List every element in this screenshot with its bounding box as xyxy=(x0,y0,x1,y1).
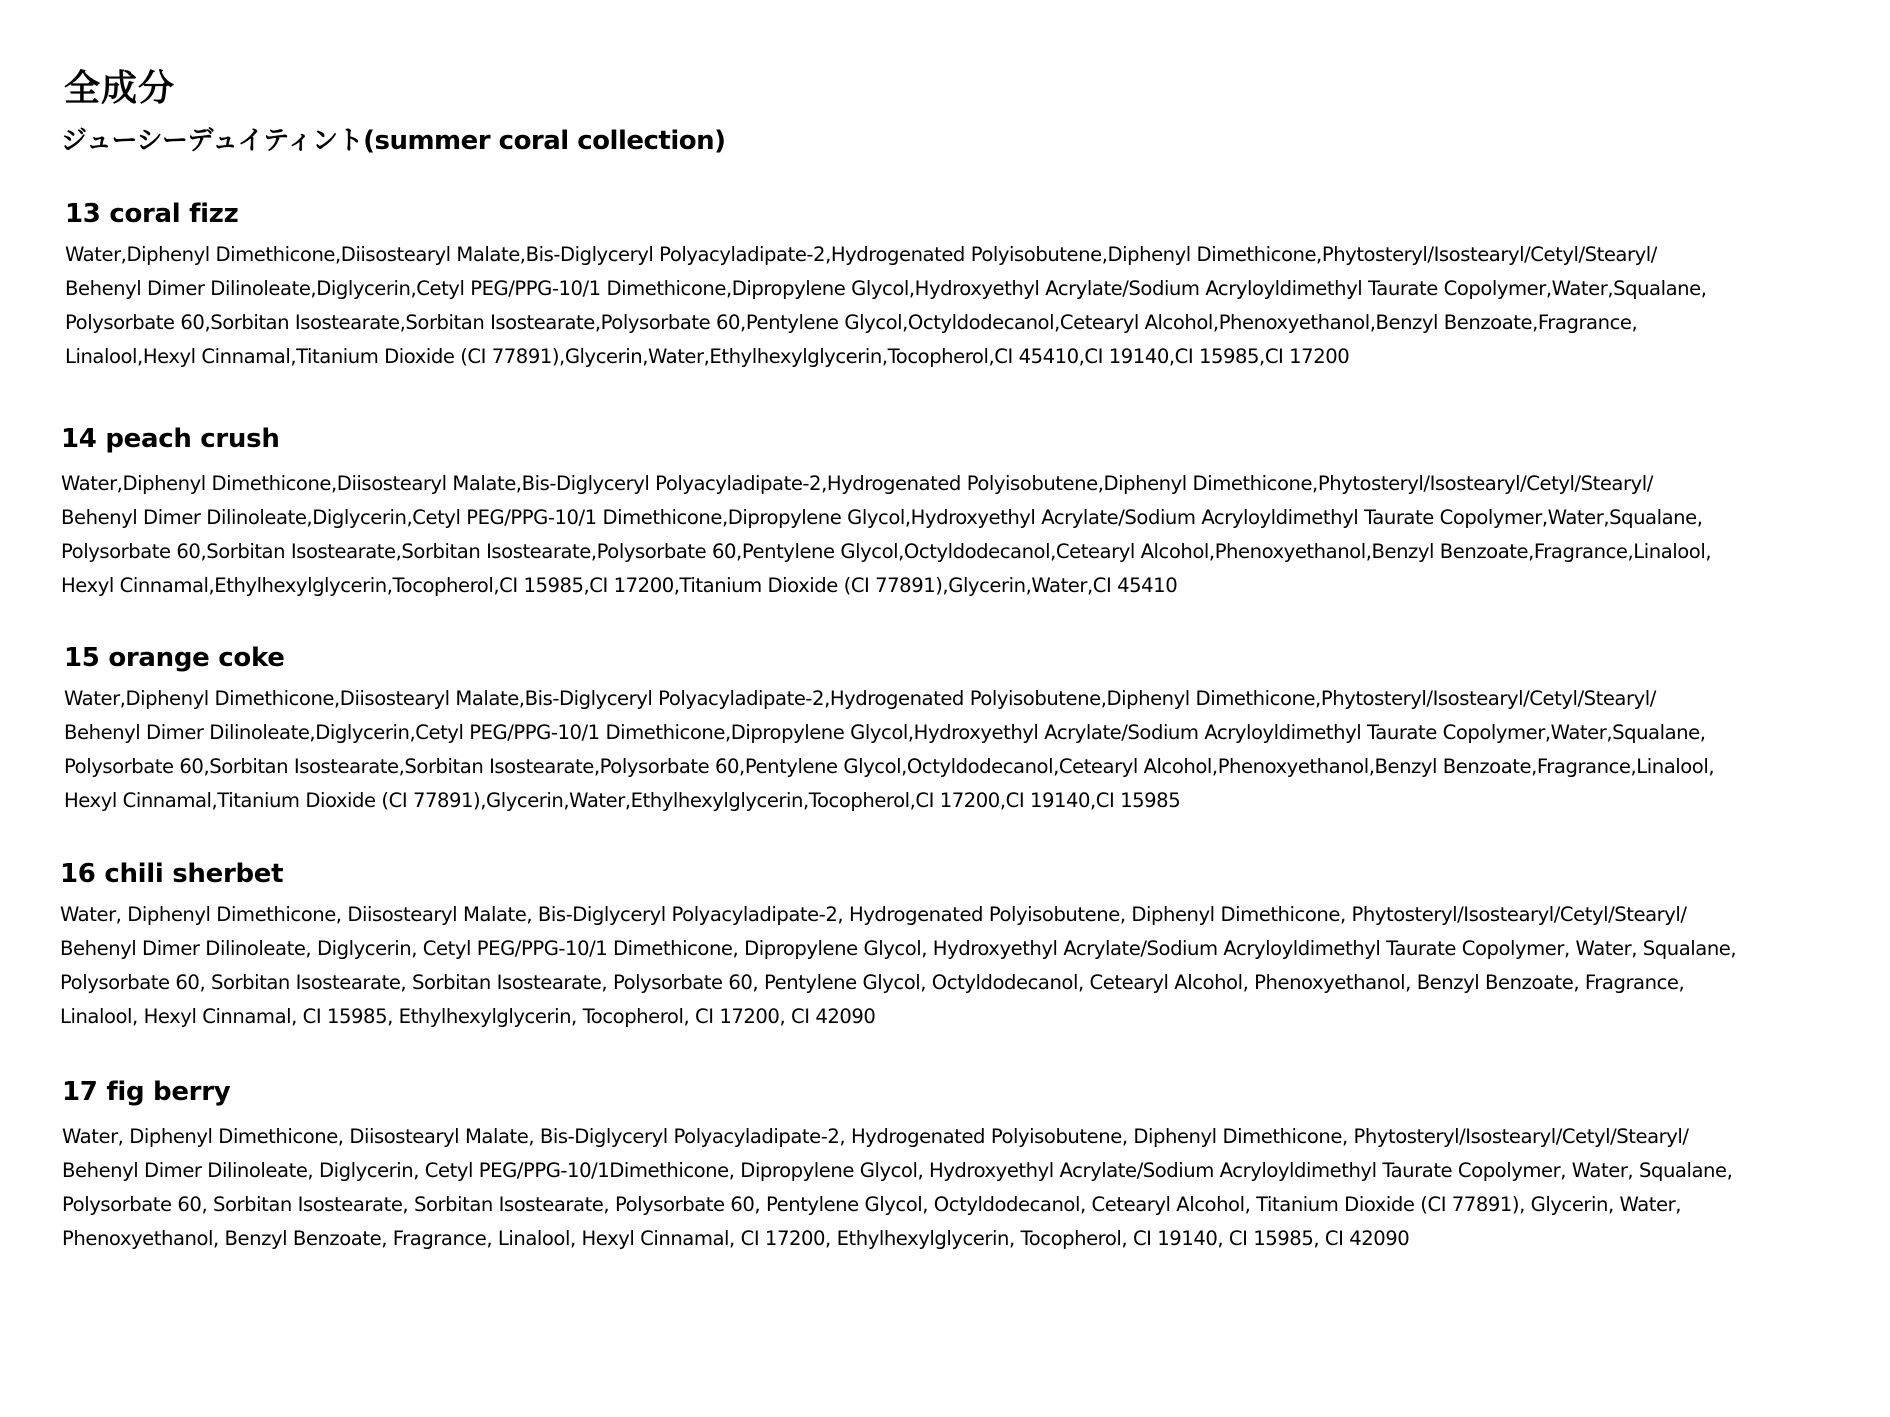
ingredient-list xyxy=(64,682,1864,818)
page-title: 全成分 xyxy=(64,68,176,109)
ingredient-line: Water,Diphenyl Dimethicone,Diisostearyl Malate,Bis-Diglyceryl Polyacyladipate-2,Hydrogenated Polyisobutene,Diphenyl Dimethicone,Phytosteryl/Isostearyl/Cetyl/Stearyl/ xyxy=(61,472,1653,495)
shade-name: 13 coral fizz xyxy=(65,199,239,229)
shade-name: 16 chili sherbet xyxy=(60,859,284,889)
ingredient-list xyxy=(60,898,1860,1034)
ingredient-line: Behenyl Dimer Dilinoleate, Diglycerin, Cetyl PEG/PPG-10/1Dimethicone, Dipropylene Glycol, Hydroxyethyl Acrylate/Sodium Acryloyldimethyl Taurate Copolymer, Water, Squalane, xyxy=(62,1159,1733,1182)
ingredient-line: Polysorbate 60,Sorbitan Isostearate,Sorbitan Isostearate,Polysorbate 60,Pentylene Glycol,Octyldodecanol,Cetearyl Alcohol,Phenoxyethanol,Benzyl Benzoate,Fragrance,Linalool, xyxy=(64,755,1715,778)
shade-section-coral-fizz xyxy=(65,196,1865,374)
ingredient-line: Phenoxyethanol, Benzyl Benzoate, Fragrance, Linalool, Hexyl Cinnamal, CI 17200, Ethylhexylglycerin, Tocopherol, CI 19140, CI 15985, CI 42090 xyxy=(62,1227,1410,1250)
shade-name: 15 orange coke xyxy=(64,643,285,673)
ingredient-line: Behenyl Dimer Dilinoleate,Diglycerin,Cetyl PEG/PPG-10/1 Dimethicone,Dipropylene Glycol,Hydroxyethyl Acrylate/Sodium Acryloyldimethyl Taurate Copolymer,Water,Squalane, xyxy=(65,277,1707,300)
ingredient-line: Behenyl Dimer Dilinoleate, Diglycerin, Cetyl PEG/PPG-10/1 Dimethicone, Dipropylene Glycol, Hydroxyethyl Acrylate/Sodium Acryloyldimethyl Taurate Copolymer, Water, Squalane, xyxy=(60,937,1737,960)
collection-title: ジューシーデュイティント(summer coral collection) xyxy=(61,126,726,156)
shade-section-fig-berry xyxy=(62,1074,1862,1256)
shade-section-orange-coke xyxy=(64,640,1864,818)
ingredient-line: Hexyl Cinnamal,Titanium Dioxide (CI 77891),Glycerin,Water,Ethylhexylglycerin,Tocopherol,CI 17200,CI 19140,CI 15985 xyxy=(64,789,1181,812)
ingredient-line: Behenyl Dimer Dilinoleate,Diglycerin,Cetyl PEG/PPG-10/1 Dimethicone,Dipropylene Glycol,Hydroxyethyl Acrylate/Sodium Acryloyldimethyl Taurate Copolymer,Water,Squalane, xyxy=(61,506,1703,529)
ingredient-list xyxy=(61,467,1861,603)
ingredient-line: Polysorbate 60,Sorbitan Isostearate,Sorbitan Isostearate,Polysorbate 60,Pentylene Glycol,Octyldodecanol,Cetearyl Alcohol,Phenoxyethanol,Benzyl Benzoate,Fragrance,Linalool, xyxy=(61,540,1712,563)
ingredient-line: Hexyl Cinnamal,Ethylhexylglycerin,Tocopherol,CI 15985,CI 17200,Titanium Dioxide (CI 77891),Glycerin,Water,CI 45410 xyxy=(61,574,1178,597)
ingredient-line: Water, Diphenyl Dimethicone, Diisostearyl Malate, Bis-Diglyceryl Polyacyladipate-2, Hydrogenated Polyisobutene, Diphenyl Dimethicone, Phytosteryl/Isostearyl/Cetyl/Stearyl/ xyxy=(60,903,1687,926)
shade-name: 17 fig berry xyxy=(62,1077,231,1107)
ingredient-line: Linalool,Hexyl Cinnamal,Titanium Dioxide (CI 77891),Glycerin,Water,Ethylhexylglycerin,Tocopherol,CI 45410,CI 19140,CI 15985,CI 17200 xyxy=(65,345,1350,368)
ingredient-line: Water,Diphenyl Dimethicone,Diisostearyl Malate,Bis-Diglyceryl Polyacyladipate-2,Hydrogenated Polyisobutene,Diphenyl Dimethicone,Phytosteryl/Isostearyl/Cetyl/Stearyl/ xyxy=(65,243,1657,266)
shade-section-chili-sherbet xyxy=(60,856,1860,1034)
ingredient-line: Water, Diphenyl Dimethicone, Diisostearyl Malate, Bis-Diglyceryl Polyacyladipate-2, Hydrogenated Polyisobutene, Diphenyl Dimethicone, Phytosteryl/Isostearyl/Cetyl/Stearyl/ xyxy=(62,1125,1689,1148)
shade-name: 14 peach crush xyxy=(61,424,280,454)
ingredient-line: Polysorbate 60, Sorbitan Isostearate, Sorbitan Isostearate, Polysorbate 60, Pentylene Glycol, Octyldodecanol, Cetearyl Alcohol, Titanium Dioxide (CI 77891), Glycerin, Water, xyxy=(62,1193,1681,1216)
ingredient-line: Linalool, Hexyl Cinnamal, CI 15985, Ethylhexylglycerin, Tocopherol, CI 17200, CI 42090 xyxy=(60,1005,876,1028)
ingredient-list xyxy=(65,238,1865,374)
ingredient-line: Polysorbate 60,Sorbitan Isostearate,Sorbitan Isostearate,Polysorbate 60,Pentylene Glycol,Octyldodecanol,Cetearyl Alcohol,Phenoxyethanol,Benzyl Benzoate,Fragrance, xyxy=(65,311,1638,334)
ingredient-line: Behenyl Dimer Dilinoleate,Diglycerin,Cetyl PEG/PPG-10/1 Dimethicone,Dipropylene Glycol,Hydroxyethyl Acrylate/Sodium Acryloyldimethyl Taurate Copolymer,Water,Squalane, xyxy=(64,721,1706,744)
ingredient-line: Polysorbate 60, Sorbitan Isostearate, Sorbitan Isostearate, Polysorbate 60, Pentylene Glycol, Octyldodecanol, Cetearyl Alcohol, Phenoxyethanol, Benzyl Benzoate, Fragrance, xyxy=(60,971,1685,994)
shade-section-peach-crush xyxy=(61,421,1861,603)
ingredient-list xyxy=(62,1120,1862,1256)
ingredient-line: Water,Diphenyl Dimethicone,Diisostearyl Malate,Bis-Diglyceryl Polyacyladipate-2,Hydrogenated Polyisobutene,Diphenyl Dimethicone,Phytosteryl/Isostearyl/Cetyl/Stearyl/ xyxy=(64,687,1656,710)
